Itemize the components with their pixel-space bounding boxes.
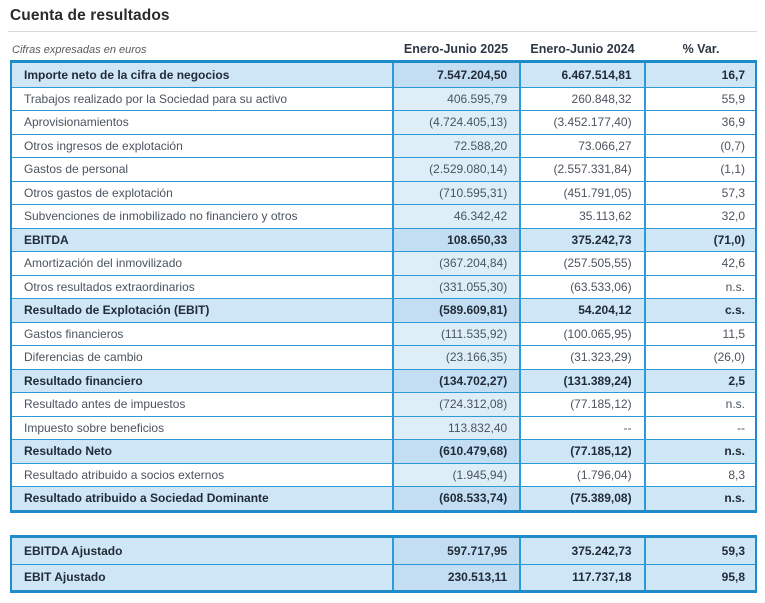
table-row xyxy=(12,439,755,463)
table-row xyxy=(12,564,755,590)
page-title: Cuenta de resultados xyxy=(10,7,170,24)
value-2025: (2.529.080,14) xyxy=(392,158,519,181)
value-2025: 230.513,11 xyxy=(392,565,519,590)
value-2024: 117.737,18 xyxy=(519,565,643,590)
row-label: Aprovisionamientos xyxy=(24,115,129,130)
table-row xyxy=(12,110,755,134)
row-label: Otros resultados extraordinarios xyxy=(24,279,195,294)
value-2025: (331.055,30) xyxy=(392,276,519,299)
value-2025: 113.832,40 xyxy=(392,417,519,440)
value-var: 59,3 xyxy=(644,538,755,564)
value-2025: (724.312,08) xyxy=(392,393,519,416)
value-2025: 406.595,79 xyxy=(392,88,519,111)
value-2024: (75.389,08) xyxy=(519,487,643,510)
value-var: n.s. xyxy=(644,440,755,463)
row-label: Otros gastos de explotación xyxy=(24,185,173,200)
value-2024: 35.113,62 xyxy=(519,205,643,228)
value-2024: (63.533,06) xyxy=(519,276,643,299)
value-var: (71,0) xyxy=(644,229,755,252)
value-var: 57,3 xyxy=(644,182,755,205)
row-label: Resultado financiero xyxy=(24,373,143,388)
value-2024: (77.185,12) xyxy=(519,393,643,416)
table-row xyxy=(12,392,755,416)
income-statement-table xyxy=(10,60,757,513)
value-var: 55,9 xyxy=(644,88,755,111)
table-row xyxy=(12,369,755,393)
value-2024: (100.065,95) xyxy=(519,323,643,346)
column-header-2024: Enero-Junio 2024 xyxy=(530,42,635,56)
value-2025: (23.166,35) xyxy=(392,346,519,369)
value-2025: (134.702,27) xyxy=(392,370,519,393)
table-row xyxy=(12,538,755,564)
table-row xyxy=(12,134,755,158)
value-2025: 72.588,20 xyxy=(392,135,519,158)
value-2025: 7.547.204,50 xyxy=(392,63,519,87)
value-var: n.s. xyxy=(644,276,755,299)
row-label: Subvenciones de inmobilizado no financiero y otros xyxy=(24,209,298,224)
column-header-var: % Var. xyxy=(682,42,720,56)
value-2024: (451.791,05) xyxy=(519,182,643,205)
value-2025: (710.595,31) xyxy=(392,182,519,205)
table-row xyxy=(12,345,755,369)
row-label: Gastos de personal xyxy=(24,162,129,177)
value-var: -- xyxy=(644,417,755,440)
table-row xyxy=(12,463,755,487)
value-var: 42,6 xyxy=(644,252,755,275)
value-2024: 375.242,73 xyxy=(519,538,643,564)
table-row xyxy=(12,486,755,510)
value-2025: 108.650,33 xyxy=(392,229,519,252)
value-2024: (3.452.177,40) xyxy=(519,111,643,134)
value-var: n.s. xyxy=(644,393,755,416)
value-2024: (1.796,04) xyxy=(519,464,643,487)
value-2025: (4.724.405,13) xyxy=(392,111,519,134)
table-row xyxy=(12,416,755,440)
value-var: 8,3 xyxy=(644,464,755,487)
value-var: (0,7) xyxy=(644,135,755,158)
value-2024: 375.242,73 xyxy=(519,229,643,252)
table-row xyxy=(12,204,755,228)
value-var: c.s. xyxy=(644,299,755,322)
row-label: Trabajos realizado por la Sociedad para su activo xyxy=(24,91,288,106)
row-label: Gastos financieros xyxy=(24,326,124,341)
row-label: EBIT Ajustado xyxy=(24,570,106,584)
value-2025: (367.204,84) xyxy=(392,252,519,275)
value-var: (26,0) xyxy=(644,346,755,369)
table-row xyxy=(12,322,755,346)
value-var: 2,5 xyxy=(644,370,755,393)
table-row xyxy=(12,181,755,205)
value-2024: 260.848,32 xyxy=(519,88,643,111)
row-label: Otros ingresos de explotación xyxy=(24,138,183,153)
row-label: Resultado Neto xyxy=(24,444,113,459)
table-header-row xyxy=(10,38,757,56)
value-var: (1,1) xyxy=(644,158,755,181)
table-row xyxy=(12,275,755,299)
value-2025: (610.479,68) xyxy=(392,440,519,463)
value-2025: (608.533,74) xyxy=(392,487,519,510)
row-label: Resultado de Explotación (EBIT) xyxy=(24,303,210,318)
table-row xyxy=(12,87,755,111)
value-var: 16,7 xyxy=(644,63,755,87)
value-2024: -- xyxy=(519,417,643,440)
table-row xyxy=(12,298,755,322)
title-divider xyxy=(8,31,757,32)
row-label: Resultado antes de impuestos xyxy=(24,397,186,412)
table-row xyxy=(12,63,755,87)
value-var: 32,0 xyxy=(644,205,755,228)
value-var: n.s. xyxy=(644,487,755,510)
value-2025: (589.609,81) xyxy=(392,299,519,322)
table-row xyxy=(12,251,755,275)
table-row xyxy=(12,157,755,181)
table-row xyxy=(12,228,755,252)
value-2024: (131.389,24) xyxy=(519,370,643,393)
adjusted-metrics-table xyxy=(10,535,757,593)
value-2024: (77.185,12) xyxy=(519,440,643,463)
row-label: Impuesto sobre beneficios xyxy=(24,420,165,435)
value-2024: 73.066,27 xyxy=(519,135,643,158)
column-header-2025: Enero-Junio 2025 xyxy=(403,42,509,56)
row-label: Resultado atribuido a socios externos xyxy=(24,467,225,482)
row-label: Resultado atribuido a Sociedad Dominante xyxy=(24,491,269,506)
value-2024: (31.323,29) xyxy=(519,346,643,369)
value-2024: (2.557.331,84) xyxy=(519,158,643,181)
value-2025: (111.535,92) xyxy=(392,323,519,346)
value-2024: 6.467.514,81 xyxy=(519,63,643,87)
row-label: Importe neto de la cifra de negocios xyxy=(24,67,230,82)
units-note: Cifras expresadas en euros xyxy=(12,44,147,56)
row-label: Amortización del inmovilizado xyxy=(24,256,183,271)
value-2025: 597.717,95 xyxy=(392,538,519,564)
value-var: 11,5 xyxy=(644,323,755,346)
value-var: 95,8 xyxy=(644,565,755,590)
value-var: 36,9 xyxy=(644,111,755,134)
value-2025: 46.342,42 xyxy=(392,205,519,228)
value-2025: (1.945,94) xyxy=(392,464,519,487)
row-label: EBITDA Ajustado xyxy=(24,543,123,558)
value-2024: 54.204,12 xyxy=(519,299,643,322)
value-2024: (257.505,55) xyxy=(519,252,643,275)
row-label: EBITDA xyxy=(24,232,69,247)
row-label: Diferencias de cambio xyxy=(24,350,143,365)
